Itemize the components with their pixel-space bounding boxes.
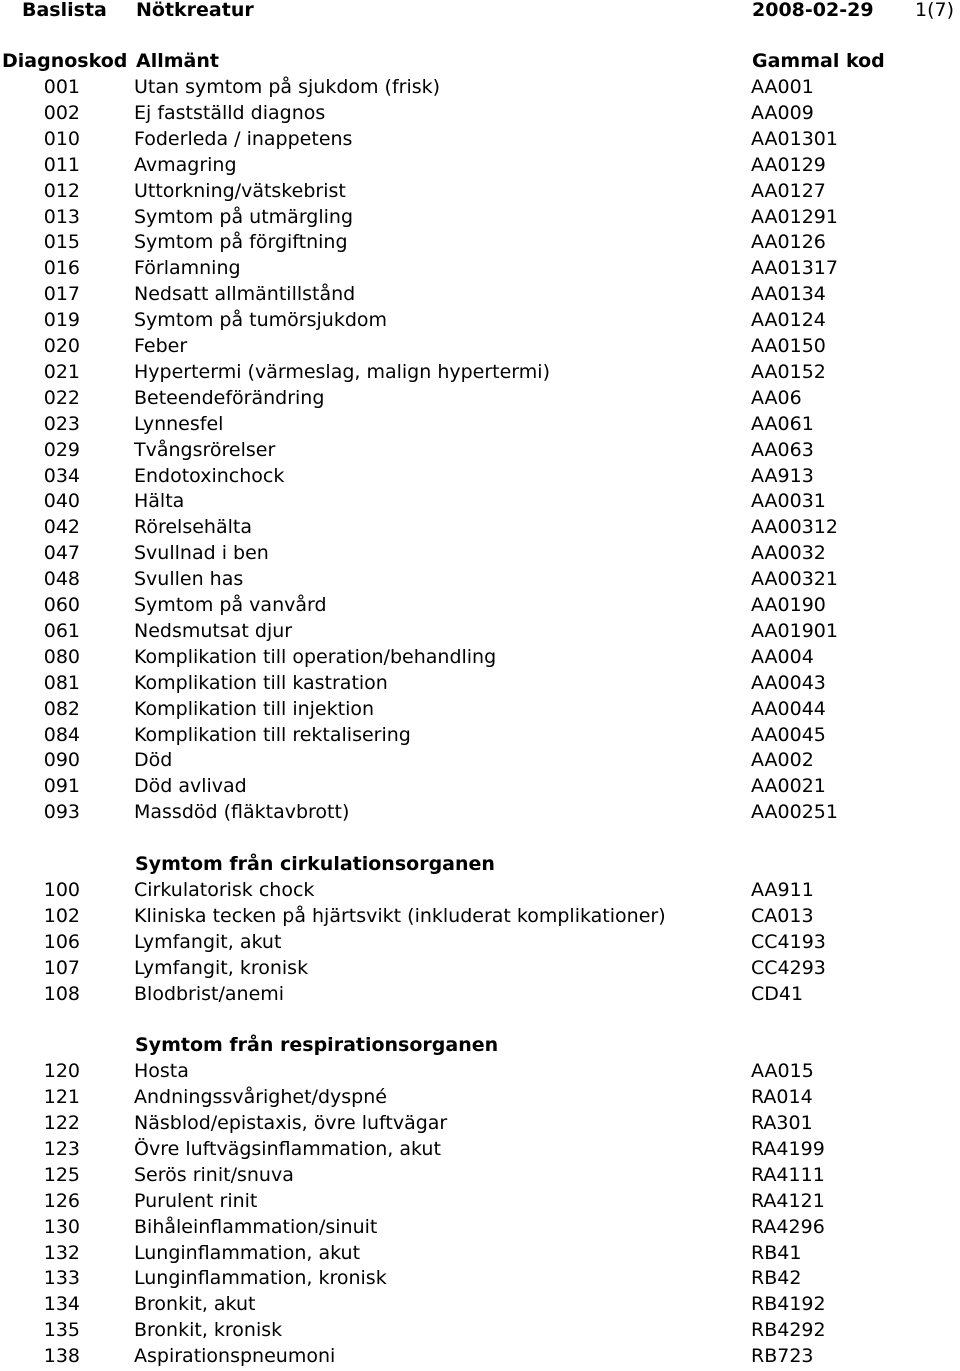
old-code: AA0044 xyxy=(751,697,826,720)
table-row xyxy=(0,620,960,646)
table-row xyxy=(0,1319,960,1345)
table-row xyxy=(0,231,960,257)
table-row xyxy=(0,206,960,232)
table-row xyxy=(0,1345,960,1371)
diagnosis-description: Död avlivad xyxy=(134,775,247,798)
section-title xyxy=(0,1034,960,1060)
table-row xyxy=(0,335,960,361)
diagnosis-code: 106 xyxy=(43,930,80,953)
diagnosis-code: 138 xyxy=(43,1345,80,1368)
diagnosis-description: Massdöd (fläktavbrott) xyxy=(134,801,350,824)
diagnosis-code: 010 xyxy=(43,127,80,150)
diagnosis-code: 100 xyxy=(43,878,80,901)
table-row xyxy=(0,1190,960,1216)
diagnosis-code: 040 xyxy=(43,490,80,513)
diagnosis-description: Död xyxy=(134,749,173,772)
page-number: 1(7) xyxy=(915,0,955,21)
old-code: AA00312 xyxy=(751,516,838,539)
table-row xyxy=(0,413,960,439)
table-row xyxy=(0,1216,960,1242)
diagnosis-description: Förlamning xyxy=(134,257,241,280)
table-row xyxy=(0,257,960,283)
table-row xyxy=(0,931,960,957)
table-row xyxy=(0,361,960,387)
diagnosis-description: Kliniska tecken på hjärtsvikt (inkluderat komplikationer) xyxy=(134,904,666,927)
old-code: CC4293 xyxy=(751,956,826,979)
diagnosis-description: Lymfangit, akut xyxy=(134,930,282,953)
diagnosis-description: Feber xyxy=(134,335,188,357)
table-row xyxy=(0,672,960,698)
diagnosis-description: Lunginflammation, kronisk xyxy=(134,1267,387,1290)
old-code: AA01901 xyxy=(751,619,838,642)
diagnosis-code: 133 xyxy=(43,1267,80,1290)
diagnosis-code: 121 xyxy=(43,1086,80,1109)
diagnosis-code: 107 xyxy=(43,956,80,979)
old-code: AA001 xyxy=(751,76,814,98)
diagnosis-code: 012 xyxy=(43,179,80,202)
diagnosis-description: Lymfangit, kronisk xyxy=(134,956,309,979)
old-code: AA01301 xyxy=(751,127,838,150)
old-code: RB723 xyxy=(751,1345,814,1368)
table-row xyxy=(0,646,960,672)
diagnosis-description: Bronkit, kronisk xyxy=(134,1319,283,1342)
diagnosis-code: 042 xyxy=(43,516,80,539)
diagnosis-description: Komplikation till injektion xyxy=(134,697,375,720)
old-code: AA0031 xyxy=(751,490,826,513)
diagnosis-code: 048 xyxy=(43,568,80,591)
diagnosis-description: Rörelsehälta xyxy=(134,516,252,539)
diagnosis-code: 080 xyxy=(43,645,80,668)
diagnosis-description: Ej fastställd diagnos xyxy=(134,101,326,124)
animal-category: Nötkreatur xyxy=(136,0,254,21)
diagnosis-code: 123 xyxy=(43,1137,80,1160)
old-code: AA00321 xyxy=(751,568,838,591)
diagnosis-description: Hälta xyxy=(134,490,185,513)
diagnosis-code: 060 xyxy=(43,594,80,616)
diagnosis-description: Näsblod/epistaxis, övre luftvägar xyxy=(134,1112,448,1134)
column-headers xyxy=(0,50,960,76)
diagnosis-description: Purulent rinit xyxy=(134,1189,258,1212)
old-code: AA0043 xyxy=(751,671,826,694)
old-code: RA4199 xyxy=(751,1137,825,1160)
table-row xyxy=(0,180,960,206)
table-row xyxy=(0,490,960,516)
table-row xyxy=(0,516,960,542)
diagnosis-description: Utan symtom på sjukdom (frisk) xyxy=(134,76,441,98)
old-code: AA0127 xyxy=(751,179,826,202)
table-row xyxy=(0,1293,960,1319)
diagnosis-description: Lunginflammation, akut xyxy=(134,1241,361,1264)
diagnosis-code: 084 xyxy=(43,723,80,746)
diagnosis-code: 016 xyxy=(43,257,80,280)
old-code: AA0124 xyxy=(751,309,826,332)
diagnosis-description: Lynnesfel xyxy=(134,412,224,435)
diagnosis-code: 002 xyxy=(43,101,80,124)
table-row xyxy=(0,128,960,154)
table-row xyxy=(0,387,960,413)
diagnosis-code: 120 xyxy=(43,1060,80,1083)
table-row xyxy=(0,749,960,775)
diagnosis-description: Tvångsrörelser xyxy=(134,438,276,461)
old-code: AA0152 xyxy=(751,360,826,383)
column-header-general: Allmänt xyxy=(136,50,219,72)
old-code: AA002 xyxy=(751,749,814,772)
old-code: RA301 xyxy=(751,1112,813,1134)
diagnosis-description: Avmagring xyxy=(134,153,237,176)
diagnosis-description: Symtom på förgiftning xyxy=(134,231,348,254)
table-row xyxy=(0,957,960,983)
diagnosis-code: 019 xyxy=(43,309,80,332)
old-code: AA0021 xyxy=(751,775,826,798)
old-code: AA009 xyxy=(751,101,814,124)
table-row xyxy=(0,983,960,1009)
table-row xyxy=(0,154,960,180)
old-code: AA0129 xyxy=(751,153,826,176)
old-code: AA0190 xyxy=(751,594,826,616)
old-code: AA0032 xyxy=(751,542,826,565)
table-row xyxy=(0,465,960,491)
old-code: AA0045 xyxy=(751,723,826,746)
old-code: AA00251 xyxy=(751,801,838,824)
document-date: 2008-02-29 xyxy=(752,0,874,21)
old-code: RA4296 xyxy=(751,1215,825,1238)
diagnosis-description: Beteendeförändring xyxy=(134,386,325,409)
table-row xyxy=(0,905,960,931)
diagnosis-description: Hosta xyxy=(134,1060,189,1083)
diagnosis-code: 022 xyxy=(43,386,80,409)
diagnosis-code: 001 xyxy=(43,76,80,98)
table-row xyxy=(0,801,960,827)
diagnosis-description: Symtom på tumörsjukdom xyxy=(134,309,388,332)
diagnosis-code: 017 xyxy=(43,283,80,306)
table-row xyxy=(0,594,960,620)
table-row xyxy=(0,724,960,750)
diagnosis-code: 135 xyxy=(43,1319,80,1342)
section-title-text: Symtom från respirationsorganen xyxy=(135,1034,499,1057)
old-code: AA061 xyxy=(751,412,814,435)
table-row xyxy=(0,1164,960,1190)
table-row xyxy=(0,1242,960,1268)
table-row xyxy=(0,1086,960,1112)
diagnosis-description: Serös rinit/snuva xyxy=(134,1163,294,1186)
old-code: RA014 xyxy=(751,1086,813,1109)
diagnosis-description: Nedsmutsat djur xyxy=(134,619,293,642)
diagnosis-code: 047 xyxy=(43,542,80,565)
table-row xyxy=(0,102,960,128)
diagnosis-code: 125 xyxy=(43,1163,80,1186)
diagnosis-description: Svullen has xyxy=(134,568,244,591)
old-code: AA004 xyxy=(751,645,814,668)
column-header-old-code: Gammal kod xyxy=(752,50,885,72)
diagnosis-description: Hypertermi (värmeslag, malign hypertermi) xyxy=(134,360,550,383)
old-code: RA4121 xyxy=(751,1189,825,1212)
diagnosis-description: Komplikation till rektalisering xyxy=(134,723,411,746)
diagnosis-code: 011 xyxy=(43,153,80,176)
diagnosis-code: 020 xyxy=(43,335,80,357)
old-code: AA01317 xyxy=(751,257,838,280)
table-row xyxy=(0,309,960,335)
table-row xyxy=(0,568,960,594)
diagnosis-code: 091 xyxy=(43,775,80,798)
diagnosis-code: 102 xyxy=(43,904,80,927)
old-code: AA0126 xyxy=(751,231,826,254)
diagnosis-description: Komplikation till kastration xyxy=(134,671,388,694)
diagnosis-description: Uttorkning/vätskebrist xyxy=(134,179,346,202)
diagnosis-description: Foderleda / inappetens xyxy=(134,127,353,150)
diagnosis-description: Svullnad i ben xyxy=(134,542,269,565)
table-row xyxy=(0,1112,960,1138)
diagnosis-code: 082 xyxy=(43,697,80,720)
table-row xyxy=(0,439,960,465)
old-code: CC4193 xyxy=(751,930,826,953)
diagnosis-description: Övre luftvägsinflammation, akut xyxy=(134,1137,441,1160)
diagnosis-code: 015 xyxy=(43,231,80,254)
diagnosis-code: 021 xyxy=(43,360,80,383)
diagnosis-code: 122 xyxy=(43,1112,80,1134)
table-row xyxy=(0,76,960,102)
diagnosis-code: 090 xyxy=(43,749,80,772)
diagnosis-code: 132 xyxy=(43,1241,80,1264)
section-title-text: Symtom från cirkulationsorganen xyxy=(135,853,495,875)
diagnosis-code: 061 xyxy=(43,619,80,642)
old-code: AA06 xyxy=(751,386,802,409)
old-code: AA0134 xyxy=(751,283,826,306)
old-code: AA063 xyxy=(751,438,814,461)
old-code: RB42 xyxy=(751,1267,802,1290)
diagnosis-description: Symtom på utmärgling xyxy=(134,205,354,228)
diagnosis-code: 130 xyxy=(43,1215,80,1238)
diagnosis-description: Blodbrist/anemi xyxy=(134,982,285,1005)
old-code: RB41 xyxy=(751,1241,802,1264)
old-code: CD41 xyxy=(751,982,804,1005)
old-code: RB4292 xyxy=(751,1319,826,1342)
diagnosis-code: 029 xyxy=(43,438,80,461)
diagnosis-code: 013 xyxy=(43,205,80,228)
diagnosis-code: 023 xyxy=(43,412,80,435)
old-code: AA0150 xyxy=(751,335,826,357)
table-row xyxy=(0,1138,960,1164)
diagnosis-code: 081 xyxy=(43,671,80,694)
diagnosis-description: Nedsatt allmäntillstånd xyxy=(134,283,356,306)
diagnosis-description: Cirkulatorisk chock xyxy=(134,878,315,901)
diagnosis-code: 093 xyxy=(43,801,80,824)
table-row xyxy=(0,698,960,724)
old-code: RB4192 xyxy=(751,1293,826,1316)
diagnosis-description: Aspirationspneumoni xyxy=(134,1345,336,1368)
old-code: AA911 xyxy=(751,878,814,901)
old-code: AA913 xyxy=(751,464,814,487)
table-row xyxy=(0,879,960,905)
diagnosis-description: Komplikation till operation/behandling xyxy=(134,645,497,668)
table-row xyxy=(0,775,960,801)
diagnosis-code: 108 xyxy=(43,982,80,1005)
section-title xyxy=(0,853,960,879)
old-code: AA01291 xyxy=(751,205,838,228)
table-row xyxy=(0,1267,960,1293)
diagnosis-description: Bronkit, akut xyxy=(134,1293,256,1316)
diagnosis-description: Bihåleinflammation/sinuit xyxy=(134,1215,378,1238)
old-code: RA4111 xyxy=(751,1163,825,1186)
diagnosis-code: 034 xyxy=(43,464,80,487)
table-row xyxy=(0,283,960,309)
table-row xyxy=(0,542,960,568)
diagnosis-code: 134 xyxy=(43,1293,80,1316)
diagnosis-description: Andningssvårighet/dyspné xyxy=(134,1086,387,1109)
column-header-code: Diagnoskod xyxy=(2,50,128,72)
old-code: CA013 xyxy=(751,904,814,927)
diagnosis-description: Endotoxinchock xyxy=(134,464,285,487)
old-code: AA015 xyxy=(751,1060,814,1083)
table-row xyxy=(0,1060,960,1086)
document-title: Baslista xyxy=(22,0,107,21)
diagnosis-code: 126 xyxy=(43,1189,80,1212)
diagnosis-description: Symtom på vanvård xyxy=(134,594,327,616)
page-header xyxy=(0,0,960,26)
